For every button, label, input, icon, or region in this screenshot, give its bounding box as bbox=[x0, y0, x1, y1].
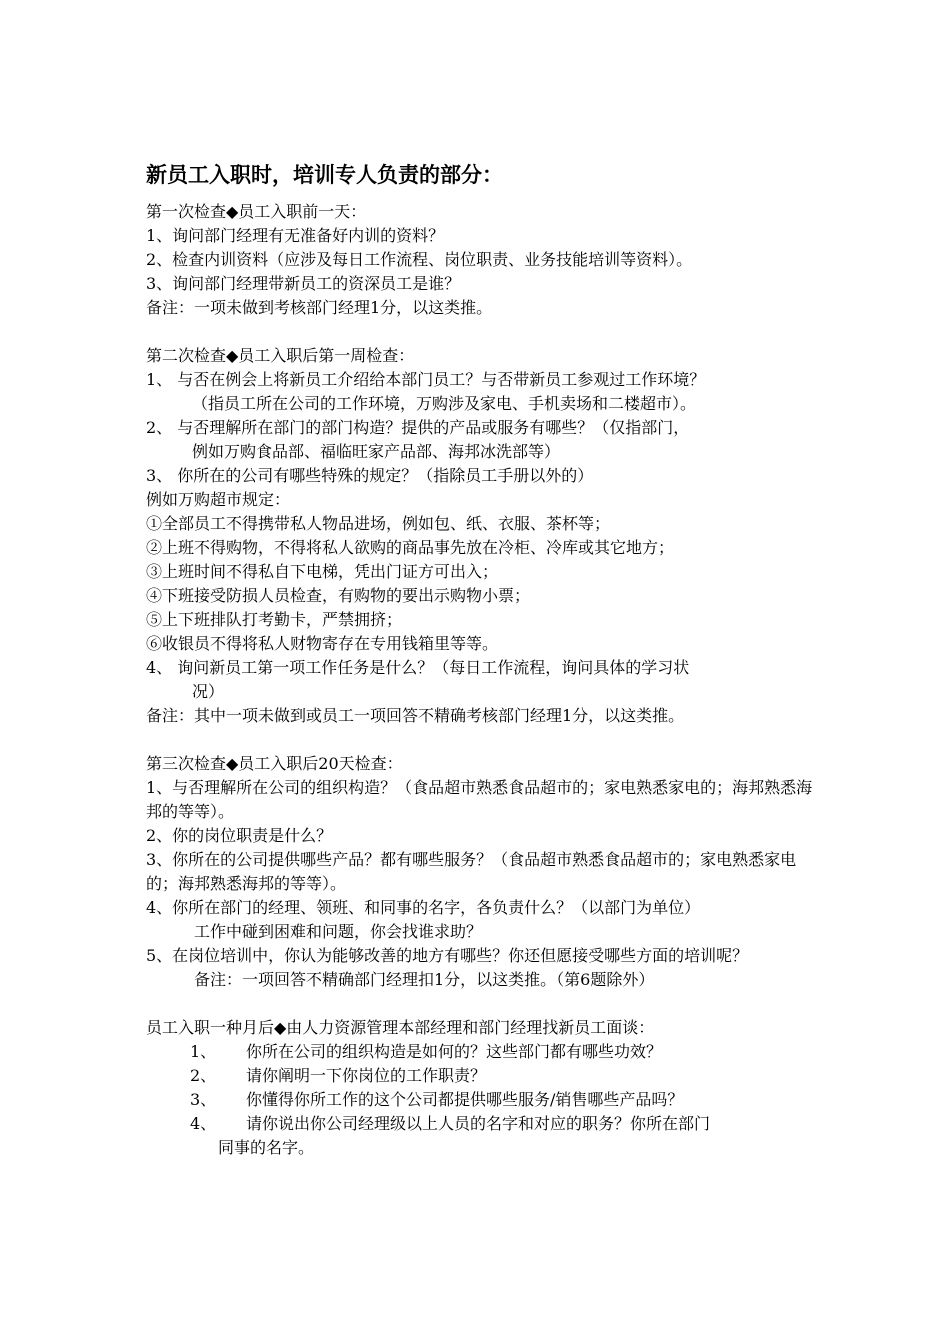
list-item: 1、 与否在例会上将新员工介绍给本部门员工？与否带新员工参观过工作环境？ bbox=[146, 370, 706, 389]
example-label: 例如万购超市规定： bbox=[146, 490, 291, 509]
list-item: 3、询问部门经理带新员工的资深员工是谁？ bbox=[146, 274, 461, 293]
rule-item: ②上班不得购物，不得将私人欲购的商品事先放在冷柜、冷库或其它地方； bbox=[146, 538, 675, 557]
section-heading: 员工入职一种月后◆由人力资源管理本部经理和部门经理找新员工面谈： bbox=[146, 1018, 655, 1037]
section-first-check bbox=[146, 200, 826, 320]
rule-item: ⑥收银员不得将私人财物寄存在专用钱箱里等等。 bbox=[146, 634, 499, 653]
section-heading: 第二次检查◆员工入职后第一周检查： bbox=[146, 346, 415, 365]
item-text: 你所在公司的组织构造是如何的？这些部门都有哪些功效？ bbox=[246, 1042, 663, 1061]
rule-item: ④下班接受防损人员检查，有购物的要出示购物小票； bbox=[146, 586, 531, 605]
list-item-continuation: 例如万购食品部、福临旺家产品部、海邦冰洗部等） bbox=[192, 442, 561, 461]
list-item: 3、你所在的公司提供哪些产品？都有哪些服务？（食品超市熟悉食品超市的；家电熟悉家电的；海邦熟悉海邦的等等）。 bbox=[146, 850, 797, 893]
section-note: 备注：一项未做到考核部门经理1分，以这类推。 bbox=[146, 298, 493, 317]
list-item bbox=[146, 1088, 826, 1112]
section-one-month-interview bbox=[146, 1016, 826, 1160]
list-item-continuation: 工作中碰到困难和问题，你会找谁求助？ bbox=[194, 922, 483, 941]
list-item: 5、在岗位培训中，你认为能够改善的地方有哪些？你还但愿接受哪些方面的培训呢？ bbox=[146, 946, 749, 965]
spacer bbox=[146, 320, 826, 344]
list-item: 2、检查内训资料（应涉及每日工作流程、岗位职责、业务技能培训等资料）。 bbox=[146, 250, 693, 269]
item-number: 4、 bbox=[190, 1114, 217, 1133]
list-item-continuation: 况） bbox=[192, 682, 225, 701]
rule-item: ①全部员工不得携带私人物品进场，例如包、纸、衣服、茶杯等； bbox=[146, 514, 611, 533]
section-note: 备注：其中一项未做到或员工一项回答不精确考核部门经理1分，以这类推。 bbox=[146, 706, 685, 725]
list-item: 2、 与否理解所在部门的部门构造？提供的产品或服务有哪些？（仅指部门， bbox=[146, 418, 690, 437]
page-title: 新员工入职时，培训专人负责的部分： bbox=[146, 163, 503, 187]
spacer bbox=[146, 992, 826, 1016]
item-number: 2、 bbox=[190, 1066, 217, 1085]
list-item: 2、你的岗位职责是什么？ bbox=[146, 826, 333, 845]
list-item: 3、 你所在的公司有哪些特殊的规定？（指除员工手册以外的） bbox=[146, 466, 594, 485]
item-text: 请你阐明一下你岗位的工作职责？ bbox=[246, 1066, 487, 1085]
section-heading: 第三次检查◆员工入职后20天检查： bbox=[146, 754, 403, 773]
list-item bbox=[146, 1112, 826, 1136]
list-item-continuation: 同事的名字。 bbox=[218, 1138, 315, 1157]
list-item-continuation: （指员工所在公司的工作环境，万购涉及家电、手机卖场和二楼超市）。 bbox=[192, 394, 697, 413]
item-number: 1、 bbox=[190, 1042, 217, 1061]
rule-item: ⑤上下班排队打考勤卡，严禁拥挤； bbox=[146, 610, 403, 629]
section-third-check bbox=[146, 752, 826, 992]
section-second-check bbox=[146, 344, 826, 728]
item-number: 3、 bbox=[190, 1090, 217, 1109]
list-item: 4、你所在部门的经理、领班、和同事的名字，各负责什么？（以部门为单位） bbox=[146, 898, 701, 917]
document-page bbox=[146, 160, 826, 1160]
item-text: 请你说出你公司经理级以上人员的名字和对应的职务？你所在部门 bbox=[246, 1114, 711, 1133]
list-item: 1、与否理解所在公司的组织构造？（食品超市熟悉食品超市的；家电熟悉家电的；海邦熟悉海邦的等等）。 bbox=[146, 778, 813, 821]
item-text: 你懂得你所工作的这个公司都提供哪些服务/销售哪些产品吗？ bbox=[246, 1090, 684, 1109]
rule-item: ③上班时间不得私自下电梯，凭出门证方可出入； bbox=[146, 562, 499, 581]
list-item: 4、 询问新员工第一项工作任务是什么？（每日工作流程，询问具体的学习状 bbox=[146, 658, 690, 677]
list-item bbox=[146, 1040, 826, 1064]
spacer bbox=[146, 728, 826, 752]
list-item: 1、询问部门经理有无准备好内训的资料？ bbox=[146, 226, 445, 245]
section-note: 备注：一项回答不精确部门经理扣1分，以这类推。（第6题除外） bbox=[194, 970, 655, 989]
section-heading: 第一次检查◆员工入职前一天： bbox=[146, 202, 367, 221]
list-item bbox=[146, 1064, 826, 1088]
